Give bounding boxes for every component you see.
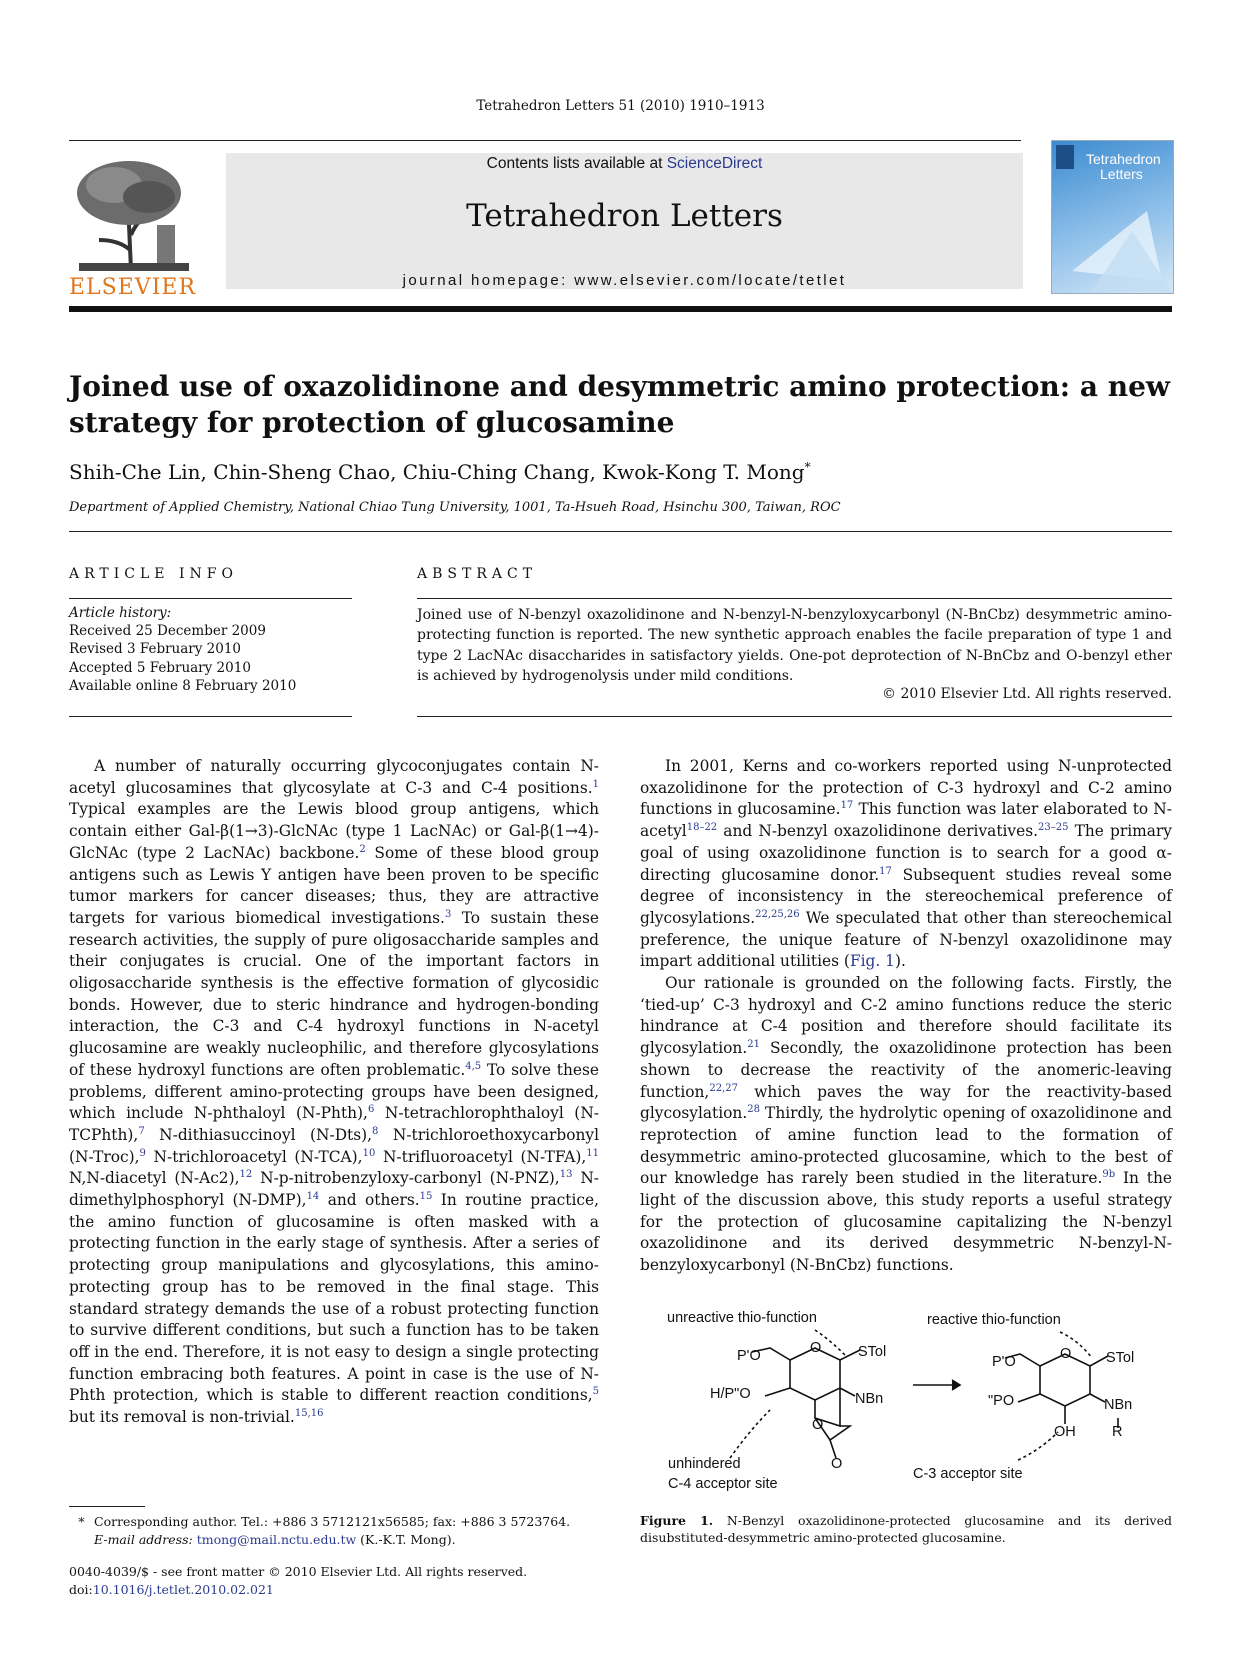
right-o-ring: O [1060, 1346, 1072, 1362]
abstract-bottom-rule [417, 716, 1172, 717]
left-o1: O [812, 1417, 824, 1433]
citation[interactable]: 28 [747, 1104, 760, 1116]
left-nbn: NBn [855, 1391, 884, 1407]
figure-1 [640, 1300, 1172, 1500]
sciencedirect-link[interactable]: ScienceDirect [666, 155, 763, 172]
right-r: R [1112, 1424, 1123, 1440]
corresponding-mark[interactable]: * [804, 460, 811, 474]
citation[interactable]: 5 [592, 1386, 599, 1398]
journal-name: Tetrahedron Letters [466, 198, 783, 234]
right-po: P'O [992, 1354, 1016, 1370]
authors [69, 460, 811, 484]
footnote-corresponding [69, 1513, 599, 1531]
label-reactive: reactive thio-function [927, 1312, 1061, 1328]
body-paragraph-2: In 2001, Kerns and co-workers reported using N-unprotected oxazolidinone for the protection of C-3 hydroxyl and C-2 amino functions in glucosamine.$^{17}$ This function was later elaborated to N-acetyl$^{18-22}$ and N-benzyl oxazolidinone derivatives.$^{23-25}$ The primary goal of using oxazolidinone function is to search for a good α-directing glucosamine donor.$^{17}$ Subsequent studies reveal some degree of inconsistency in the stereochemical preference of glycosylations.$^{22,25,26}$ We speculated that other than stereochemical preference, the unique feature of N-benzyl oxazolidinone may impart additional utilities (Fig. 1). [640, 757, 1172, 971]
footnote-rule [69, 1506, 145, 1507]
label-unhindered-1: unhindered [668, 1456, 741, 1472]
label-unreactive: unreactive thio-function [667, 1310, 817, 1326]
contents-line [226, 155, 1023, 173]
abstract-rule [417, 598, 1172, 599]
left-stol: STol [858, 1344, 887, 1360]
author-names: Shih-Che Lin, Chin-Sheng Chao, Chiu-Ching Chang, Kwok-Kong T. Mong [69, 460, 805, 484]
citation[interactable]: 6 [367, 1104, 375, 1116]
revised-date: Revised 3 February 2010 [69, 641, 242, 658]
citation[interactable]: 17 [879, 865, 892, 877]
citation[interactable]: 18–22 [686, 822, 718, 834]
top-rule [69, 140, 1021, 141]
accepted-date: Accepted 5 February 2010 [69, 659, 251, 676]
citation[interactable]: 22,25,26 [755, 908, 800, 920]
article-info-bottom-rule [69, 716, 352, 717]
title-line-1: Joined use of oxazolidinone and desymmetric amino protection: a new [69, 370, 1171, 403]
right-nbn: NBn [1104, 1397, 1133, 1413]
citation[interactable]: 9b [1102, 1169, 1116, 1181]
doi-prefix: doi: [69, 1582, 93, 1597]
right-oh: OH [1054, 1424, 1076, 1440]
caption-text: N-Benzyl oxazolidinone-protected glucosamine and its derived disubstituted-desymmetric amino-protected glucosamine. [640, 1513, 1172, 1545]
figure-1-caption [640, 1512, 1172, 1546]
right-ppo: "PO [988, 1393, 1015, 1409]
cover-title-2: Letters [1100, 166, 1143, 182]
online-date: Available online 8 February 2010 [69, 677, 297, 694]
header-thick-rule [69, 306, 1172, 312]
footnote-email [69, 1531, 599, 1549]
journal-cover [1051, 140, 1174, 294]
label-c3: C-3 acceptor site [913, 1466, 1023, 1482]
citation[interactable]: 2 [359, 843, 366, 855]
body-paragraph-3: Our rationale is grounded on the following facts. Firstly, the ‘tied-up’ C-3 hydroxyl and C-2 amino functions reduce the steric hindrance at C-4 position and therefore should facilitate its glycosylation.$^{21}$ Secondly, the oxazolidinone protection has been shown to decrease the reactivity of the anomeric-leaving function,$^{22,27}$ which paves the way for the reactivity-based glycosylation.$^{28}$ Thirdly, the hydrolytic opening of oxazolidinone and reprotection of amine function lead to the formation of desymmetric amino-protected glucosamine, which to the best of our knowledge has rarely been studied in the literature.$^{9b}$ In the light of the discussion above, this study reports a useful strategy for the protection of glucosamine capitalizing the N-benzyl oxazolidinone and its derived desymmetric N-benzyl-N-benzyloxycarbonyl (N-BnCbz) functions. [640, 974, 1173, 1275]
citation[interactable]: 3 [444, 908, 452, 920]
right-stol: STol [1106, 1350, 1135, 1366]
citation[interactable]: 10 [362, 1147, 376, 1159]
footnote-corresponding-text: Corresponding author. Tel.: +886 3 5712121x56585; fax: +886 3 5723764. [94, 1514, 571, 1529]
affiliation: Department of Applied Chemistry, National Chiao Tung University, 1001, Ta-Hsueh Road, Hsinchu 300, Taiwan, ROC [69, 500, 841, 515]
citation[interactable]: 21 [747, 1039, 760, 1051]
body-left-column [69, 756, 599, 1429]
received-date: Received 25 December 2009 [69, 623, 266, 640]
label-unhindered-2: C-4 acceptor site [668, 1476, 778, 1492]
left-hpo: H/P"O [710, 1386, 751, 1402]
article-info-rule [69, 598, 352, 599]
email-label: E-mail address: [94, 1532, 193, 1547]
citation[interactable]: 23–25 [1038, 822, 1069, 834]
issn-block [69, 1563, 527, 1599]
citation[interactable]: 15,16 [294, 1408, 324, 1420]
abstract-copyright: © 2010 Elsevier Ltd. All rights reserved. [882, 686, 1172, 702]
article-history [69, 604, 296, 695]
abstract-heading: ABSTRACT [417, 566, 538, 582]
footnote-mark: * [78, 1514, 85, 1529]
cover-title-1: Tetrahedron [1086, 151, 1161, 167]
history-label: Article history: [69, 605, 172, 621]
figure-link[interactable]: Fig. 1 [849, 952, 895, 971]
article-title [69, 369, 1172, 441]
body-right-column [640, 756, 1172, 1277]
elsevier-wordmark: ELSEVIER [69, 275, 197, 300]
citation[interactable]: 12 [239, 1169, 253, 1181]
cover-art-icon [1052, 141, 1173, 293]
label-unhindered [668, 1454, 778, 1494]
citation[interactable]: 11 [586, 1147, 599, 1159]
citation[interactable]: 17 [840, 800, 854, 812]
running-header: Tetrahedron Letters 51 (2010) 1910–1913 [476, 98, 765, 114]
issn-line: 0040-4039/$ - see front matter © 2010 Elsevier Ltd. All rights reserved. [69, 1564, 528, 1579]
doi-line [69, 1581, 527, 1599]
journal-homepage[interactable]: journal homepage: www.elsevier.com/locate/tetlet [402, 272, 847, 289]
email-link[interactable]: tmong@mail.nctu.edu.tw [196, 1532, 357, 1547]
citation[interactable]: 8 [372, 1125, 379, 1137]
email-suffix: (K.-K.T. Mong). [356, 1532, 456, 1547]
left-o-ring: O [810, 1340, 822, 1356]
citation[interactable]: 1 [592, 778, 599, 790]
body-paragraph-1: A number of naturally occurring glycoconjugates contain N-acetyl glucosamines that glycosylate at C-3 and C-4 positions.$^1$ Typical examples are the Lewis blood group antigens, which contain either Gal-β(1→3)-GlcNAc (type 1 LacNAc) or Gal-β(1→4)-GlcNAc (type 2 LacNAc) backbone.$^2$ Some of these blood group antigens such as Lewis Y antigen have been proven to be specific tumor markers for cancer diseases; thus, they are attractive targets for various biomedical investigations.$^3$ To sustain these research activities, the supply of pure oligosaccharide samples and their conjugates is crucial. One of the important factors in oligosaccharide synthesis is the effective formation of glycosidic bonds. However, due to steric hindrance and hydrogen-bonding interaction, the C-3 and C-4 hydroxyl functions in N-acetyl glucosamine are weakly nucleophilic, and therefore glycosylations of these hydroxyl functions are often problematic.$^{4,5}$ To solve these problems, different amino-protecting groups have been designed, which include N-phthaloyl (N-Phth),$^6$ N-tetrachlorophthaloyl (N-TCPhth),$^7$ N-dithiasuccinoyl (N-Dts),$^8$ N-trichloroethoxycarbonyl (N-Troc),$^9$ N-trichloroacetyl (N-TCA),$^{10}$ N-trifluoroacetyl (N-TFA),$^{11}$ N,N-diacetyl (N-Ac2),$^{12}$ N-p-nitrobenzyloxy-carbonyl (N-PNZ),$^{13}$ N-dimethylphosphoryl (N-DMP),$^{14}$ and others.$^{15}$ In routine practice, the amino function of glucosamine is often masked with a protecting function in the early stage of synthesis. After a series of protecting group manipulations and glycosylations, this amino-protecting group has to be removed in the final stage. This standard strategy demands the use of a robust protecting function to survive different conditions, but such a function has to be taken off in the end. Therefore, it is not easy to design a single protecting function embracing both features. A point in case is the use of N-Phth protection, which is stable to different reaction conditions,$^5$ but its removal is non-trivial.$^{15,16}$ [69, 757, 600, 1427]
doi-link[interactable]: 10.1016/j.tetlet.2010.02.021 [92, 1582, 274, 1597]
citation[interactable]: 22,27 [709, 1082, 738, 1094]
citation[interactable]: 7 [138, 1125, 145, 1137]
contents-prefix: Contents lists available at [486, 155, 667, 172]
elsevier-tree-icon [69, 155, 199, 275]
affiliation-rule [69, 531, 1172, 532]
citation[interactable]: 14 [306, 1191, 320, 1203]
caption-label: Figure 1. [640, 1513, 714, 1528]
abstract-text: Joined use of N-benzyl oxazolidinone and N-benzyl-N-benzyloxycarbonyl (N-BnCbz) desymmetric amino-protecting function is reported. The new synthetic approach enables the facile preparation of type 1 and type 2 LacNAc disaccharides in satisfactory yields. One-pot deprotection of N-BnCbz and O-benzyl ether is achieved by hydrogenolysis under mild conditions. [417, 607, 1172, 684]
left-o2: O [831, 1456, 843, 1472]
footnote [69, 1513, 599, 1549]
title-line-2: strategy for protection of glucosamine [69, 406, 675, 439]
article-info-heading: ARTICLE INFO [69, 566, 238, 582]
left-po: P'O [737, 1348, 761, 1364]
citation[interactable]: 13 [559, 1169, 573, 1181]
citation[interactable]: 9 [139, 1147, 146, 1159]
citation[interactable]: 4,5 [465, 1060, 482, 1072]
elsevier-logo [69, 155, 199, 300]
citation[interactable]: 15 [419, 1191, 433, 1203]
